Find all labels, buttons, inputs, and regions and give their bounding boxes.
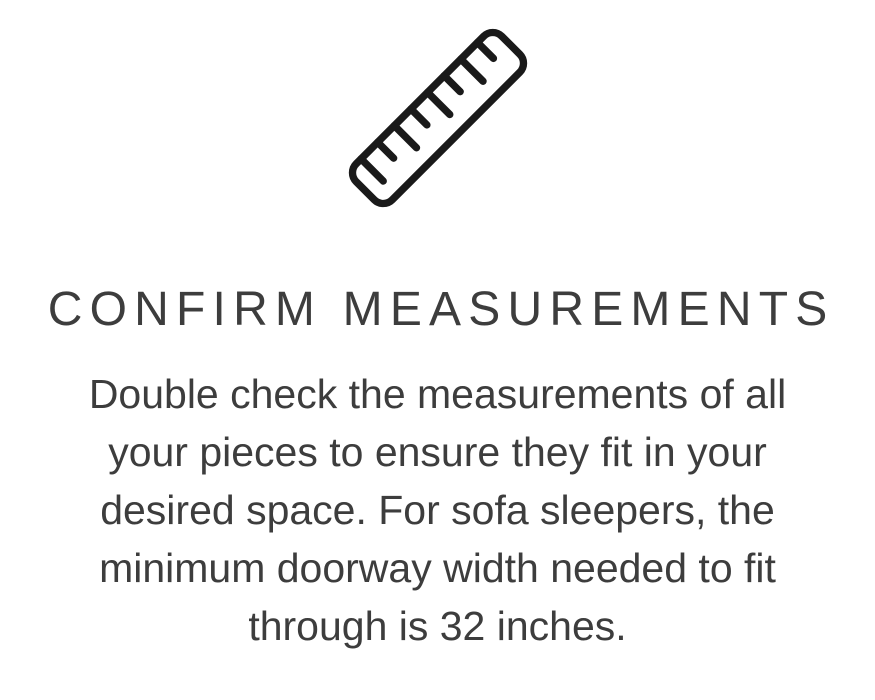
body-text: Double check the measurements of all your pieces to ensure they fit in your desired space. For sofa sleepers, the minimum doorway width needed to fit through is 32 inches. [88, 371, 787, 649]
page-title: CONFIRM MEASUREMENTS [47, 283, 835, 336]
ruler-icon [340, 20, 536, 216]
